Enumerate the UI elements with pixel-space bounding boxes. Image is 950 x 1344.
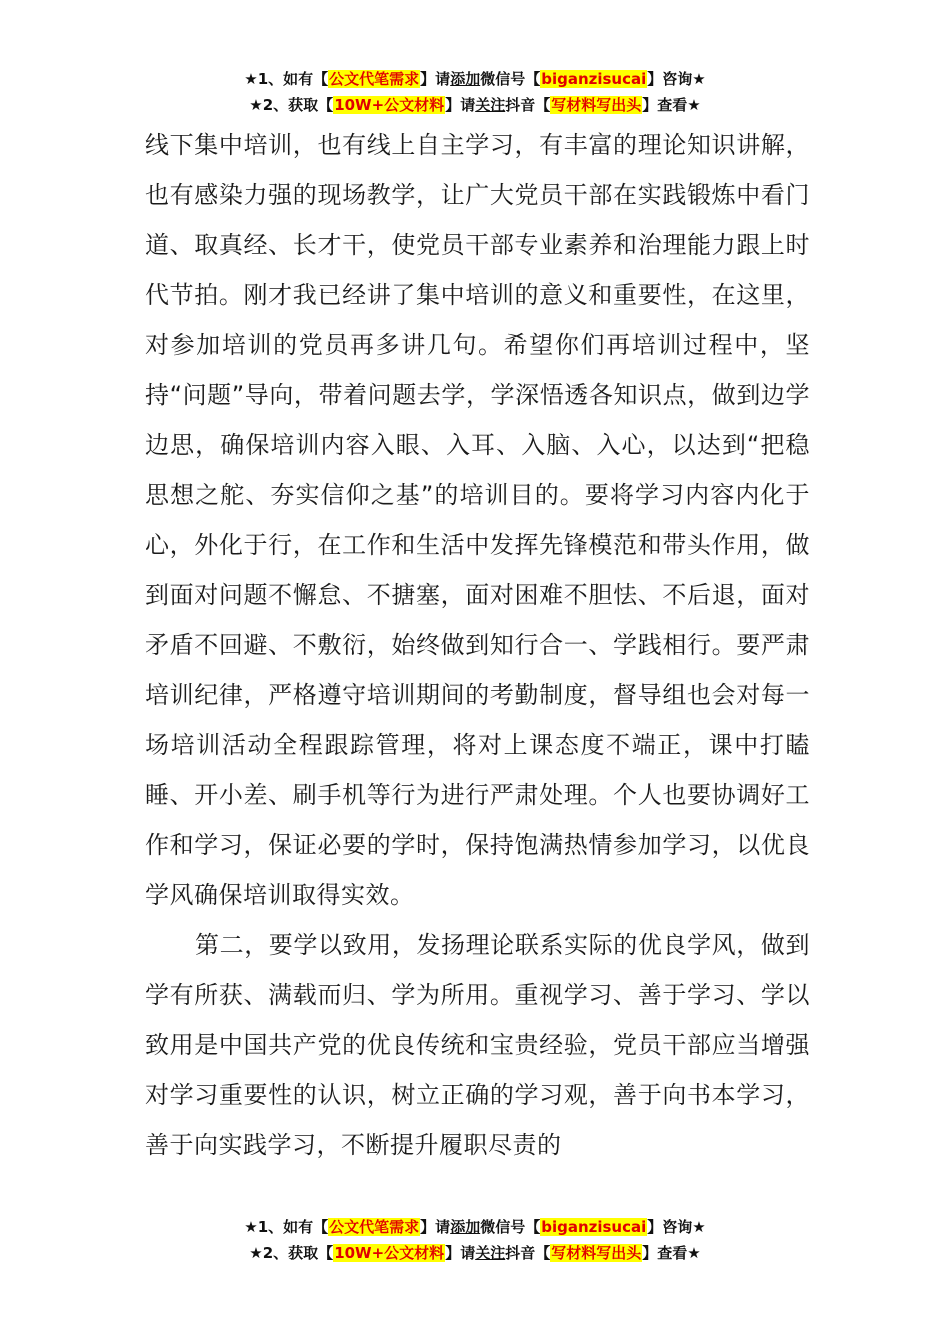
footer-line-1 xyxy=(0,1214,950,1240)
header-line-1-suffix: 】咨询★ xyxy=(647,70,706,88)
header-highlight-materials: 10W+公文材料 xyxy=(334,96,445,114)
header-underline-add: 添加 xyxy=(450,70,481,88)
footer-line-2-suffix: 】查看★ xyxy=(642,1244,701,1262)
footer-line-1-prefix: ★1、如有【 xyxy=(244,1218,329,1236)
document-body xyxy=(145,120,810,1170)
footer-highlight-wechat-id: biganzisucai xyxy=(541,1218,647,1236)
footer-highlight-ghostwriting: 公文代笔需求 xyxy=(329,1218,420,1236)
header-line-1-prefix: ★1、如有【 xyxy=(244,70,329,88)
footer-highlight-douyin-id: 写材料写出头 xyxy=(551,1244,642,1262)
header-line-2-douyin-label: 抖音【 xyxy=(505,96,551,114)
footer-line-1-wechat-label: 微信号【 xyxy=(480,1218,541,1236)
footer-highlight-materials: 10W+公文材料 xyxy=(334,1244,445,1262)
footer-underline-add: 添加 xyxy=(450,1218,481,1236)
header-banner xyxy=(0,66,950,118)
header-underline-follow: 关注 xyxy=(475,96,506,114)
footer-underline-follow: 关注 xyxy=(475,1244,506,1262)
footer-line-1-connector: 】请 xyxy=(420,1218,451,1236)
header-line-2-suffix: 】查看★ xyxy=(642,96,701,114)
footer-banner xyxy=(0,1214,950,1266)
header-line-1-connector: 】请 xyxy=(420,70,451,88)
header-highlight-douyin-id: 写材料写出头 xyxy=(551,96,642,114)
footer-line-2-douyin-label: 抖音【 xyxy=(505,1244,551,1262)
header-highlight-ghostwriting: 公文代笔需求 xyxy=(329,70,420,88)
header-line-2 xyxy=(0,92,950,118)
body-paragraph-2: 第二，要学以致用，发扬理论联系实际的优良学风，做到学有所获、满载而归、学为所用。重视学习、善于学习、学以致用是中国共产党的优良传统和宝贵经验，党员干部应当增强对学习重要性的认识，树立正确的学习观，善于向书本学习，善于向实践学习，不断提升履职尽责的 xyxy=(145,931,810,1159)
footer-line-2 xyxy=(0,1240,950,1266)
header-line-2-connector: 】请 xyxy=(445,96,476,114)
header-highlight-wechat-id: biganzisucai xyxy=(541,70,647,88)
header-line-1-wechat-label: 微信号【 xyxy=(480,70,541,88)
footer-line-2-prefix: ★2、获取【 xyxy=(249,1244,334,1262)
footer-line-1-suffix: 】咨询★ xyxy=(647,1218,706,1236)
footer-line-2-connector: 】请 xyxy=(445,1244,476,1262)
header-line-1 xyxy=(0,66,950,92)
body-paragraph-1: 线下集中培训，也有线上自主学习，有丰富的理论知识讲解，也有感染力强的现场教学，让广大党员干部在实践锻炼中看门道、取真经、长才干，使党员干部专业素养和治理能力跟上时代节拍。刚才我已经讲了集中培训的意义和重要性，在这里，对参加培训的党员再多讲几句。希望你们再培训过程中，坚持“问题”导向，带着问题去学，学深悟透各知识点，做到边学边思，确保培训内容入眼、入耳、入脑、入心，以达到“把稳思想之舵、夯实信仰之基”的培训目的。要将学习内容内化于心，外化于行，在工作和生活中发挥先锋模范和带头作用，做到面对问题不懈怠、不搪塞，面对困难不胆怯、不后退，面对矛盾不回避、不敷衍，始终做到知行合一、学践相行。要严肃培训纪律，严格遵守培训期间的考勤制度，督导组也会对每一场培训活动全程跟踪管理，将对上课态度不端正，课中打瞌睡、开小差、刷手机等行为进行严肃处理。个人也要协调好工作和学习，保证必要的学时，保持饱满热情参加学习，以优良学风确保培训取得实效。 xyxy=(145,131,810,909)
header-line-2-prefix: ★2、获取【 xyxy=(249,96,334,114)
